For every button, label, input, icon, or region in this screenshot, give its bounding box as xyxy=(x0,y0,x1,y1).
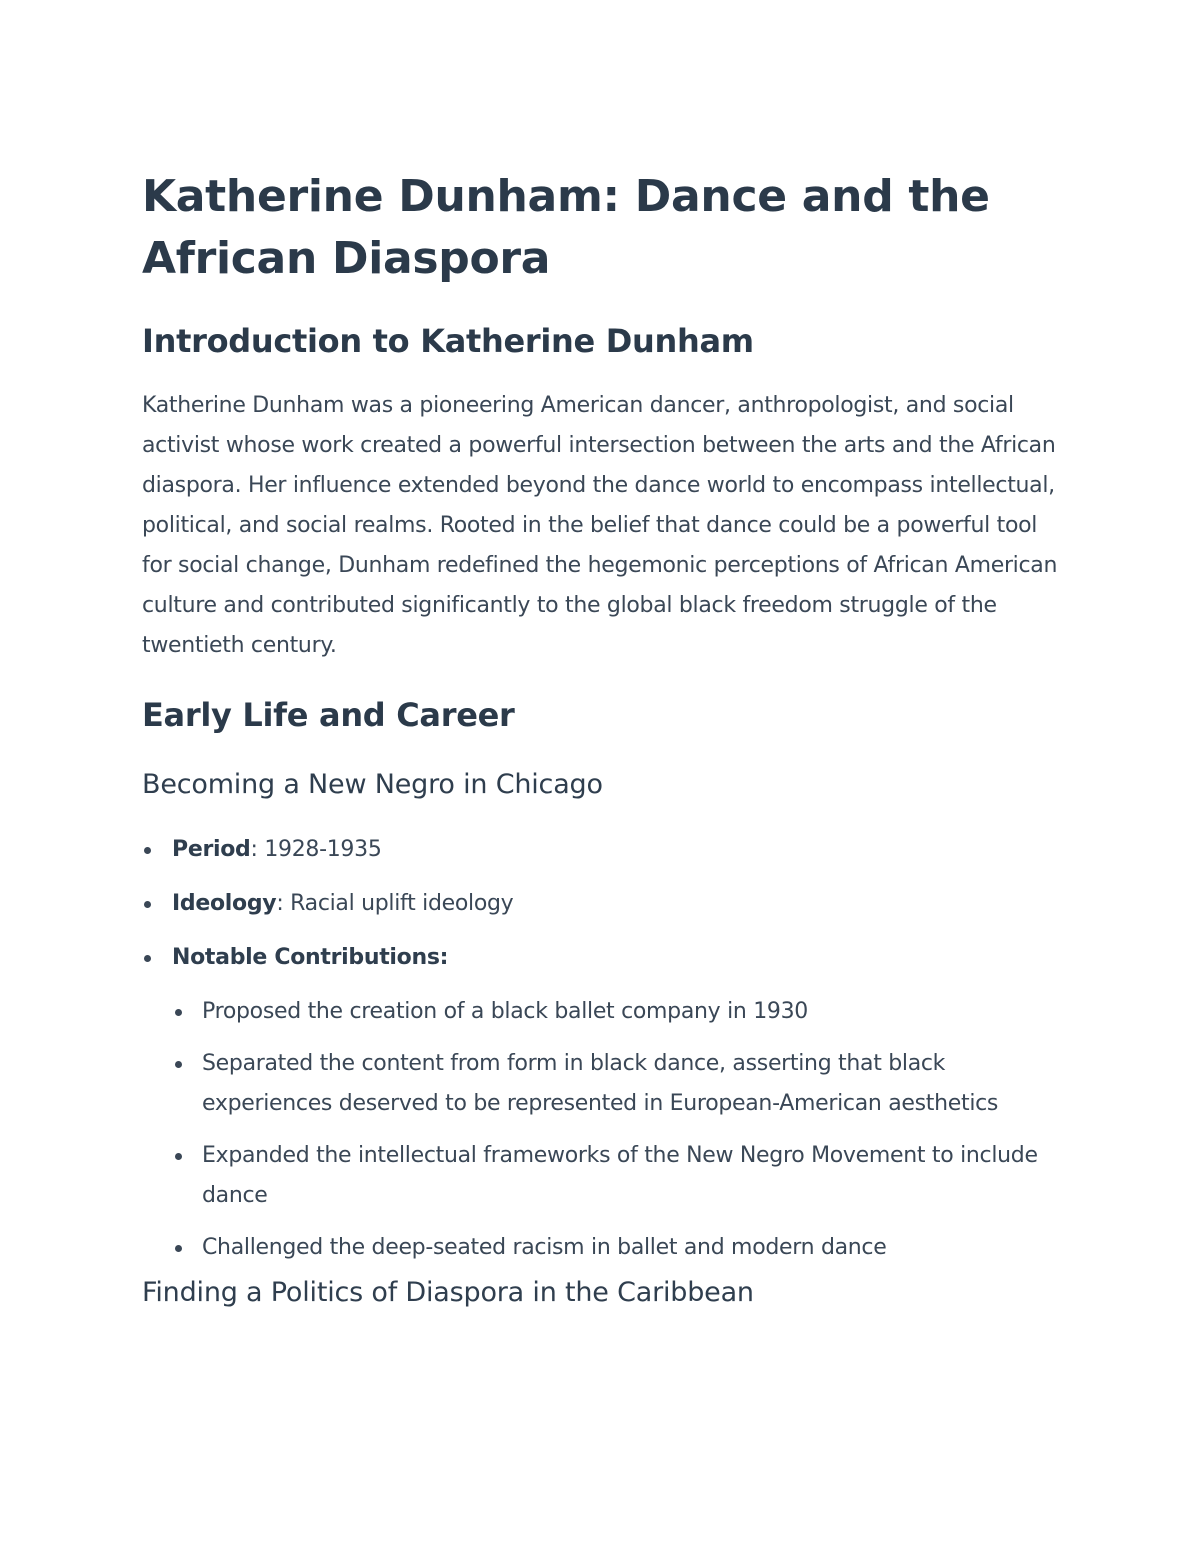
section-heading-early-life: Early Life and Career xyxy=(142,696,515,734)
subsection-heading-caribbean: Finding a Politics of Diaspora in the Caribbean xyxy=(142,1277,754,1308)
list-item: Expanded the intellectual frameworks of the New Negro Movement to include dance xyxy=(172,1136,1072,1216)
introduction-paragraph: Katherine Dunham was a pioneering American dancer, anthropologist, and social activist whose work created a powerful intersection between the arts and the African diaspora. Her influence extended beyond the dance world to encompass intellectual, political, and social realms. Rooted in the belief that dance could be a powerful tool for social change, Dunham redefined the hegemonic perceptions of African American culture and contributed significantly to the global black freedom struggle of the twentieth century. xyxy=(142,393,1058,658)
list-item xyxy=(142,830,1072,870)
contributions-list xyxy=(172,992,1072,1268)
list-item: Proposed the creation of a black ballet company in 1930 xyxy=(172,992,1072,1032)
list-item: Challenged the deep-seated racism in ballet and modern dance xyxy=(172,1228,1072,1268)
list-item: Separated the content from form in black dance, asserting that black experiences deserved to be represented in European-American aesthetics xyxy=(172,1044,1072,1124)
list-item-value: 1928-1935 xyxy=(264,837,382,862)
section-heading-introduction: Introduction to Katherine Dunham xyxy=(142,322,754,360)
list-item-colon: : xyxy=(276,891,291,916)
document-title: Katherine Dunham: Dance and the African Diaspora xyxy=(142,171,990,284)
list-item-value: Racial uplift ideology xyxy=(290,891,514,916)
list-item-label: Period xyxy=(172,837,251,862)
list-item-label: Ideology xyxy=(172,891,277,916)
chicago-facts-list xyxy=(142,830,1072,1268)
list-item xyxy=(142,938,1072,1268)
subsection-heading-chicago: Becoming a New Negro in Chicago xyxy=(142,769,603,800)
document-page xyxy=(142,166,1072,1312)
list-item-label: Notable Contributions: xyxy=(172,945,449,970)
list-item xyxy=(142,884,1072,924)
list-item-colon: : xyxy=(250,837,265,862)
